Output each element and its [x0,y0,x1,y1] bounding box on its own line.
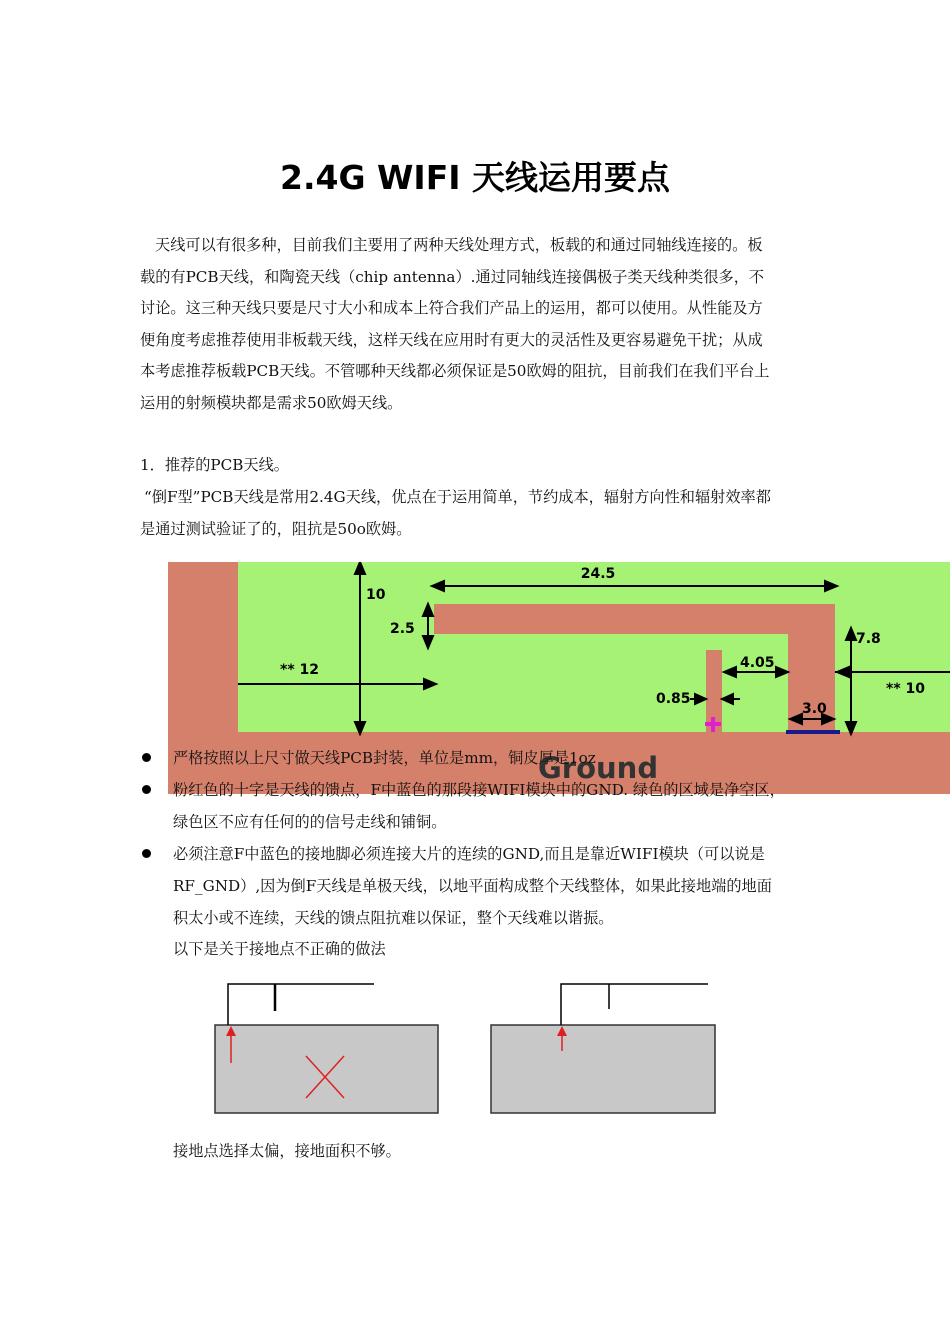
bullet-text: 必须注意F中蓝色的接地脚必须连接大片的连续的GND,而且是靠近WIFI模块（可以说是 [173,845,765,863]
intro-paragraph [140,230,812,420]
dim-label-3-0: 3.0 [802,701,827,717]
ground-label: Ground [538,751,659,785]
bullet-text: 积太小或不连续，天线的馈点阻抗难以保证，整个天线难以谐振。 [173,909,614,927]
wrong-practice-note: 以下是关于接地点不正确的做法 [173,940,386,958]
section-heading: 1．推荐的PCB天线。 [140,456,289,474]
bullet-icon [142,753,151,762]
bullet-text: 绿色区不应有任何的的信号走线和铺铜。 [173,813,447,831]
intro-line: 本考虑推荐板载PCB天线。不管哪种天线都必须保证是50欧姆的阻抗，目前我们在我们平台上 [140,362,770,381]
bullet-icon [142,785,151,794]
intro-line: 天线可以有很多种，目前我们主要用了两种天线处理方式，板载的和通过同轴线连接的。板 [155,236,763,254]
dim-label-10-right: ** 10 [886,681,925,697]
dim-label-12: ** 12 [280,662,319,678]
dim-label-10: 10 [366,587,386,603]
bullet-text: RF_GND）,因为倒F天线是单极天线，以地平面构成整个天线整体，如果此接地端的地面 [173,877,772,895]
dim-label-2-5: 2.5 [390,621,415,637]
intro-line: 讨论。这三种天线只要是尺寸大小和成本上符合我们产品上的运用，都可以使用。从性能及方 [140,299,763,318]
wrong-example-1 [215,984,438,1113]
bullet-text: 粉红色的十字是天线的馈点，F中蓝色的那段接WIFI模块中的GND. 绿色的区域是净空区， [173,781,785,799]
section-description: “倒F型”PCB天线是常用2.4G天线，优点在于运用简单，节约成本，辐射方向性和辐射效率都 [144,488,771,506]
dim-label-4-05: 4.05 [740,655,775,671]
wrong-grounding-diagrams [200,978,730,1118]
intro-line: 载的有PCB天线，和陶瓷天线（chip antenna）.通过同轴线连接偶极子类天线种类很多，不 [140,267,765,286]
figure-caption: 接地点选择太偏，接地面积不够。 [173,1142,401,1160]
section-description: 是通过测试验证了的，阻抗是50o欧姆。 [140,520,412,538]
dim-label-0-85: 0.85 [656,691,691,707]
wrong-example-2 [491,984,715,1113]
bullet-icon [142,849,151,858]
intro-line: 运用的射频模块都是需求50欧姆天线。 [140,393,403,412]
antenna-top-arm [434,604,835,634]
bullet-text: 严格按照以上尺寸做天线PCB封装，单位是mm，铜皮厚是1oz [173,749,596,767]
intro-line: 便角度考虑推荐使用非板载天线，这样天线在应用时有更大的灵活性及更容易避免干扰；从成 [140,330,763,349]
page-title: 2.4G WIFI 天线运用要点 [279,158,671,197]
dim-label-24-5: 24.5 [580,566,616,582]
dim-label-7-8: 7.8 [856,631,881,647]
